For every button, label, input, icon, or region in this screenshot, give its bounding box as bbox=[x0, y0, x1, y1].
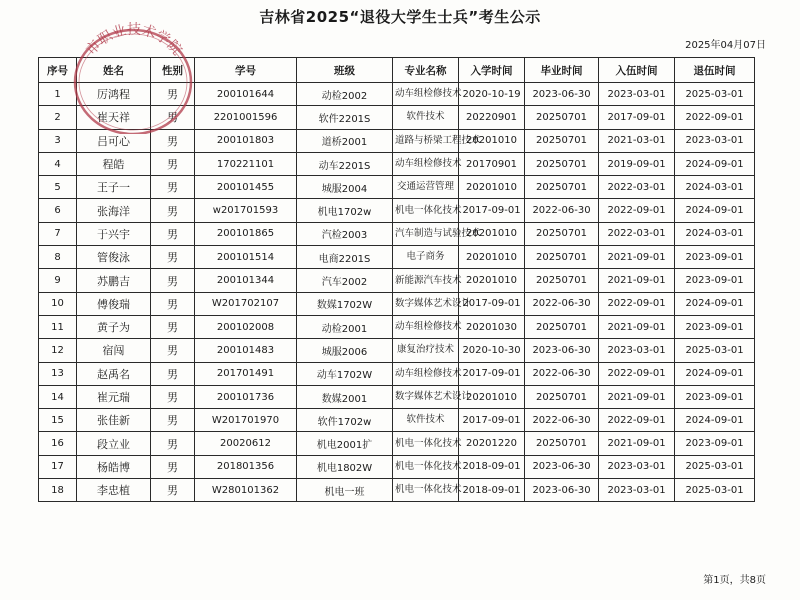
candidate-table bbox=[38, 57, 755, 502]
table-row bbox=[39, 455, 755, 478]
cell-discharge-date: 2023-09-01 bbox=[675, 385, 755, 408]
cell-name: 杨皓博 bbox=[77, 455, 151, 478]
cell-gender: 男 bbox=[151, 409, 195, 432]
cell-enlistment-date: 2017-09-01 bbox=[599, 106, 675, 129]
cell-student-id: W201702107 bbox=[195, 292, 297, 315]
table-row bbox=[39, 409, 755, 432]
cell-gender: 男 bbox=[151, 83, 195, 106]
cell-gender: 男 bbox=[151, 339, 195, 362]
cell-graduation-date: 20250701 bbox=[525, 315, 599, 338]
cell-student-id: 200102008 bbox=[195, 315, 297, 338]
table-body bbox=[39, 83, 755, 502]
cell-student-id: 200101803 bbox=[195, 129, 297, 152]
cell-graduation-date: 20250701 bbox=[525, 129, 599, 152]
column-header-discharge-date: 退伍时间 bbox=[675, 58, 755, 83]
table-row bbox=[39, 315, 755, 338]
cell-student-id: 201701491 bbox=[195, 362, 297, 385]
cell-name: 段立业 bbox=[77, 432, 151, 455]
cell-gender: 男 bbox=[151, 199, 195, 222]
cell-enrollment-date: 20201030 bbox=[459, 315, 525, 338]
table-row bbox=[39, 152, 755, 175]
cell-enrollment-date: 2017-09-01 bbox=[459, 409, 525, 432]
cell-discharge-date: 2023-03-01 bbox=[675, 129, 755, 152]
page-indicator: 第1页，共8页 bbox=[703, 575, 766, 586]
cell-gender: 男 bbox=[151, 222, 195, 245]
cell-gender: 男 bbox=[151, 269, 195, 292]
table-row bbox=[39, 83, 755, 106]
column-header-class: 班级 bbox=[297, 58, 393, 83]
cell-enrollment-date: 20201010 bbox=[459, 246, 525, 269]
cell-discharge-date: 2024-09-01 bbox=[675, 199, 755, 222]
cell-class: 机电一班 bbox=[297, 479, 393, 502]
cell-index: 3 bbox=[39, 129, 77, 152]
cell-enrollment-date: 20201010 bbox=[459, 222, 525, 245]
cell-class: 软件1702w bbox=[297, 409, 393, 432]
cell-name: 崔元瑞 bbox=[77, 385, 151, 408]
cell-student-id: 200101483 bbox=[195, 339, 297, 362]
cell-enrollment-date: 20201010 bbox=[459, 129, 525, 152]
cell-enlistment-date: 2022-09-01 bbox=[599, 409, 675, 432]
cell-enlistment-date: 2021-09-01 bbox=[599, 315, 675, 338]
cell-student-id: w201701593 bbox=[195, 199, 297, 222]
table-row bbox=[39, 292, 755, 315]
cell-major: 数字媒体艺术设计 bbox=[393, 292, 459, 315]
cell-name: 傅俊瑞 bbox=[77, 292, 151, 315]
cell-enrollment-date: 2017-09-01 bbox=[459, 199, 525, 222]
cell-gender: 男 bbox=[151, 129, 195, 152]
cell-graduation-date: 2022-06-30 bbox=[525, 292, 599, 315]
cell-index: 11 bbox=[39, 315, 77, 338]
cell-name: 吕可心 bbox=[77, 129, 151, 152]
column-header-enrollment-date: 入学时间 bbox=[459, 58, 525, 83]
cell-index: 2 bbox=[39, 106, 77, 129]
cell-student-id: 170221101 bbox=[195, 152, 297, 175]
cell-index: 15 bbox=[39, 409, 77, 432]
cell-name: 管俊泳 bbox=[77, 246, 151, 269]
cell-enrollment-date: 2017-09-01 bbox=[459, 292, 525, 315]
cell-student-id: 200101644 bbox=[195, 83, 297, 106]
cell-discharge-date: 2025-03-01 bbox=[675, 455, 755, 478]
cell-index: 10 bbox=[39, 292, 77, 315]
cell-discharge-date: 2025-03-01 bbox=[675, 83, 755, 106]
cell-class: 城服2006 bbox=[297, 339, 393, 362]
table-row bbox=[39, 362, 755, 385]
cell-major: 新能源汽车技术 bbox=[393, 269, 459, 292]
cell-graduation-date: 20250701 bbox=[525, 222, 599, 245]
cell-name: 黄子为 bbox=[77, 315, 151, 338]
cell-major: 动车组检修技术 bbox=[393, 83, 459, 106]
cell-major: 机电一体化技术 bbox=[393, 199, 459, 222]
cell-graduation-date: 2023-06-30 bbox=[525, 339, 599, 362]
cell-name: 张佳新 bbox=[77, 409, 151, 432]
cell-major: 电子商务 bbox=[393, 246, 459, 269]
cell-major: 康复治疗技术 bbox=[393, 339, 459, 362]
cell-discharge-date: 2025-03-01 bbox=[675, 339, 755, 362]
cell-class: 数媒2001 bbox=[297, 385, 393, 408]
table-row bbox=[39, 222, 755, 245]
table-row bbox=[39, 106, 755, 129]
cell-class: 动车1702W bbox=[297, 362, 393, 385]
column-header-name: 姓名 bbox=[77, 58, 151, 83]
column-header-enlistment-date: 入伍时间 bbox=[599, 58, 675, 83]
cell-index: 5 bbox=[39, 176, 77, 199]
cell-enrollment-date: 20201220 bbox=[459, 432, 525, 455]
cell-enlistment-date: 2022-03-01 bbox=[599, 222, 675, 245]
cell-student-id: 2201001596 bbox=[195, 106, 297, 129]
cell-gender: 男 bbox=[151, 455, 195, 478]
cell-student-id: 200101344 bbox=[195, 269, 297, 292]
table-row bbox=[39, 176, 755, 199]
cell-student-id: W280101362 bbox=[195, 479, 297, 502]
cell-enrollment-date: 2020-10-19 bbox=[459, 83, 525, 106]
cell-major: 道路与桥梁工程技术 bbox=[393, 129, 459, 152]
cell-gender: 男 bbox=[151, 385, 195, 408]
cell-index: 6 bbox=[39, 199, 77, 222]
column-header-graduation-date: 毕业时间 bbox=[525, 58, 599, 83]
column-header-major: 专业名称 bbox=[393, 58, 459, 83]
cell-discharge-date: 2023-09-01 bbox=[675, 269, 755, 292]
cell-graduation-date: 20250701 bbox=[525, 152, 599, 175]
cell-discharge-date: 2025-03-01 bbox=[675, 479, 755, 502]
cell-index: 9 bbox=[39, 269, 77, 292]
cell-gender: 男 bbox=[151, 152, 195, 175]
cell-gender: 男 bbox=[151, 479, 195, 502]
cell-index: 1 bbox=[39, 83, 77, 106]
cell-discharge-date: 2024-09-01 bbox=[675, 292, 755, 315]
cell-class: 城服2004 bbox=[297, 176, 393, 199]
cell-enrollment-date: 20201010 bbox=[459, 269, 525, 292]
cell-name: 王子一 bbox=[77, 176, 151, 199]
cell-major: 动车组检修技术 bbox=[393, 152, 459, 175]
cell-enlistment-date: 2022-09-01 bbox=[599, 292, 675, 315]
cell-enrollment-date: 20201010 bbox=[459, 176, 525, 199]
cell-enlistment-date: 2022-09-01 bbox=[599, 199, 675, 222]
cell-enrollment-date: 2018-09-01 bbox=[459, 455, 525, 478]
cell-name: 苏鹏吉 bbox=[77, 269, 151, 292]
cell-graduation-date: 2023-06-30 bbox=[525, 83, 599, 106]
cell-discharge-date: 2023-09-01 bbox=[675, 432, 755, 455]
cell-enlistment-date: 2023-03-01 bbox=[599, 339, 675, 362]
cell-enlistment-date: 2023-03-01 bbox=[599, 455, 675, 478]
cell-student-id: 200101736 bbox=[195, 385, 297, 408]
cell-enlistment-date: 2021-03-01 bbox=[599, 129, 675, 152]
cell-enlistment-date: 2021-09-01 bbox=[599, 269, 675, 292]
cell-enrollment-date: 20201010 bbox=[459, 385, 525, 408]
cell-gender: 男 bbox=[151, 292, 195, 315]
cell-major: 数字媒体艺术设计 bbox=[393, 385, 459, 408]
cell-enrollment-date: 2017-09-01 bbox=[459, 362, 525, 385]
cell-major: 动车组检修技术 bbox=[393, 315, 459, 338]
cell-major: 机电一体化技术 bbox=[393, 479, 459, 502]
cell-discharge-date: 2022-09-01 bbox=[675, 106, 755, 129]
cell-major: 交通运营管理 bbox=[393, 176, 459, 199]
cell-student-id: 201801356 bbox=[195, 455, 297, 478]
cell-enlistment-date: 2021-09-01 bbox=[599, 246, 675, 269]
publication-date: 2025年04月07日 bbox=[685, 40, 766, 51]
cell-index: 14 bbox=[39, 385, 77, 408]
cell-discharge-date: 2024-03-01 bbox=[675, 222, 755, 245]
cell-class: 道桥2001 bbox=[297, 129, 393, 152]
cell-name: 张海洋 bbox=[77, 199, 151, 222]
cell-gender: 男 bbox=[151, 432, 195, 455]
table-row bbox=[39, 269, 755, 292]
cell-class: 汽检2003 bbox=[297, 222, 393, 245]
cell-gender: 男 bbox=[151, 315, 195, 338]
document-title: 吉林省2025“退役大学生士兵”考生公示 bbox=[259, 8, 541, 26]
cell-enrollment-date: 2018-09-01 bbox=[459, 479, 525, 502]
cell-discharge-date: 2023-09-01 bbox=[675, 315, 755, 338]
column-header-student-id: 学号 bbox=[195, 58, 297, 83]
cell-enlistment-date: 2022-03-01 bbox=[599, 176, 675, 199]
table-row bbox=[39, 246, 755, 269]
cell-major: 软件技术 bbox=[393, 106, 459, 129]
column-header-gender: 性别 bbox=[151, 58, 195, 83]
cell-class: 机电1802W bbox=[297, 455, 393, 478]
cell-discharge-date: 2024-09-01 bbox=[675, 409, 755, 432]
cell-index: 12 bbox=[39, 339, 77, 362]
cell-name: 于兴宇 bbox=[77, 222, 151, 245]
cell-name: 赵禹名 bbox=[77, 362, 151, 385]
cell-graduation-date: 20250701 bbox=[525, 432, 599, 455]
cell-enlistment-date: 2022-09-01 bbox=[599, 362, 675, 385]
cell-enlistment-date: 2023-03-01 bbox=[599, 479, 675, 502]
cell-enrollment-date: 2020-10-30 bbox=[459, 339, 525, 362]
cell-class: 动检2001 bbox=[297, 315, 393, 338]
cell-enlistment-date: 2021-09-01 bbox=[599, 385, 675, 408]
cell-name: 宿闯 bbox=[77, 339, 151, 362]
cell-student-id: W201701970 bbox=[195, 409, 297, 432]
cell-student-id: 20020612 bbox=[195, 432, 297, 455]
seal-lettering: 市职业技术学院 bbox=[83, 22, 185, 59]
cell-gender: 男 bbox=[151, 362, 195, 385]
cell-graduation-date: 2022-06-30 bbox=[525, 409, 599, 432]
cell-student-id: 200101455 bbox=[195, 176, 297, 199]
cell-graduation-date: 20250701 bbox=[525, 246, 599, 269]
cell-index: 4 bbox=[39, 152, 77, 175]
table-row bbox=[39, 339, 755, 362]
cell-class: 动检2002 bbox=[297, 83, 393, 106]
cell-graduation-date: 2022-06-30 bbox=[525, 362, 599, 385]
cell-class: 电商2201S bbox=[297, 246, 393, 269]
cell-index: 7 bbox=[39, 222, 77, 245]
cell-class: 软件2201S bbox=[297, 106, 393, 129]
cell-index: 8 bbox=[39, 246, 77, 269]
column-header-index: 序号 bbox=[39, 58, 77, 83]
cell-student-id: 200101865 bbox=[195, 222, 297, 245]
cell-index: 17 bbox=[39, 455, 77, 478]
cell-major: 机电一体化技术 bbox=[393, 455, 459, 478]
cell-major: 机电一体化技术 bbox=[393, 432, 459, 455]
table-row bbox=[39, 129, 755, 152]
cell-gender: 男 bbox=[151, 106, 195, 129]
cell-discharge-date: 2023-09-01 bbox=[675, 246, 755, 269]
table-row bbox=[39, 199, 755, 222]
cell-enlistment-date: 2019-09-01 bbox=[599, 152, 675, 175]
cell-enlistment-date: 2023-03-01 bbox=[599, 83, 675, 106]
cell-enrollment-date: 20170901 bbox=[459, 152, 525, 175]
cell-major: 动车组检修技术 bbox=[393, 362, 459, 385]
cell-graduation-date: 20250701 bbox=[525, 385, 599, 408]
cell-name: 厉鸿程 bbox=[77, 83, 151, 106]
table-row bbox=[39, 432, 755, 455]
cell-graduation-date: 20250701 bbox=[525, 269, 599, 292]
cell-student-id: 200101514 bbox=[195, 246, 297, 269]
cell-enlistment-date: 2021-09-01 bbox=[599, 432, 675, 455]
cell-gender: 男 bbox=[151, 246, 195, 269]
cell-graduation-date: 20250701 bbox=[525, 176, 599, 199]
cell-class: 数媒1702W bbox=[297, 292, 393, 315]
cell-discharge-date: 2024-03-01 bbox=[675, 176, 755, 199]
cell-class: 汽车2002 bbox=[297, 269, 393, 292]
cell-graduation-date: 2022-06-30 bbox=[525, 199, 599, 222]
cell-discharge-date: 2024-09-01 bbox=[675, 362, 755, 385]
cell-index: 13 bbox=[39, 362, 77, 385]
table-header-row bbox=[39, 58, 755, 83]
cell-enrollment-date: 20220901 bbox=[459, 106, 525, 129]
cell-name: 崔天祥 bbox=[77, 106, 151, 129]
cell-class: 机电2001扩 bbox=[297, 432, 393, 455]
cell-discharge-date: 2024-09-01 bbox=[675, 152, 755, 175]
cell-name: 李忠植 bbox=[77, 479, 151, 502]
cell-class: 机电1702w bbox=[297, 199, 393, 222]
cell-major: 汽车制造与试验技术 bbox=[393, 222, 459, 245]
cell-class: 动车2201S bbox=[297, 152, 393, 175]
table-row bbox=[39, 479, 755, 502]
cell-gender: 男 bbox=[151, 176, 195, 199]
cell-index: 16 bbox=[39, 432, 77, 455]
table-row bbox=[39, 385, 755, 408]
cell-graduation-date: 2023-06-30 bbox=[525, 479, 599, 502]
cell-name: 程皓 bbox=[77, 152, 151, 175]
cell-graduation-date: 2023-06-30 bbox=[525, 455, 599, 478]
cell-graduation-date: 20250701 bbox=[525, 106, 599, 129]
cell-major: 软件技术 bbox=[393, 409, 459, 432]
cell-index: 18 bbox=[39, 479, 77, 502]
